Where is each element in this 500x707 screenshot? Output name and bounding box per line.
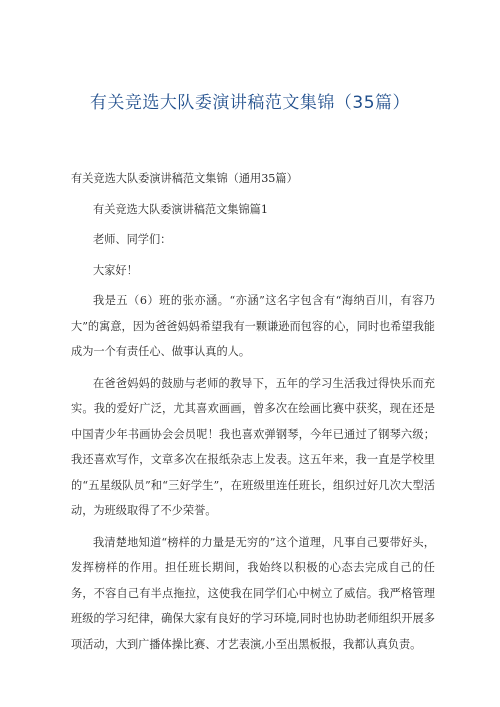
document-body bbox=[71, 166, 435, 657]
body-paragraph: 我清楚地知道“榜样的力量是无穷的”这个道理，凡事自己要带好头，发挥榜样的作用。担任班长期间，我始终以积极的心态去完成自己的任务，不容自己有半点拖拉，这使我在同学们心中树立了威信。我严格管理班级的学习纪律，确保大家有良好的学习环境,同时也协助老师组织开展多项活动，大到广播体操比赛、才艺表演,小至出黑板报，我都认真负责。 bbox=[71, 535, 435, 651]
document-title: 有关竞选大队委演讲稿范文集锦（35篇） bbox=[89, 93, 411, 113]
document-subtitle: 有关竞选大队委演讲稿范文集锦（通用35篇） bbox=[71, 172, 298, 185]
body-paragraph: 在爸爸妈妈的鼓励与老师的教导下，五年的学习生活我过得快乐而充实。我的爱好广泛，尤其喜欢画画，曾多次在绘画比赛中获奖，现在还是中国青少年书画协会会员呢！我也喜欢弹钢琴，今年已通过了钢琴六级；我还喜欢写作，文章多次在报纸杂志上发表。这五年来，我一直是学校里的“五星级队员”和“三好学生”，在班级里连任班长，组织过好几次大型活动，为班级取得了不少荣誉。 bbox=[71, 376, 435, 517]
greeting: 大家好！ bbox=[93, 263, 138, 277]
section-heading: 有关竞选大队委演讲稿范文集锦篇1 bbox=[93, 202, 268, 216]
salutation: 老师、同学们： bbox=[93, 233, 172, 246]
body-paragraph: 我是五（6）班的张亦涵。“亦涵”这名字包含有“海纳百川，有容乃大”的寓意，因为爸爸妈妈希望我有一颗谦逊而包容的心，同时也希望我能成为一个有责任心、做事认真的人。 bbox=[71, 294, 435, 358]
